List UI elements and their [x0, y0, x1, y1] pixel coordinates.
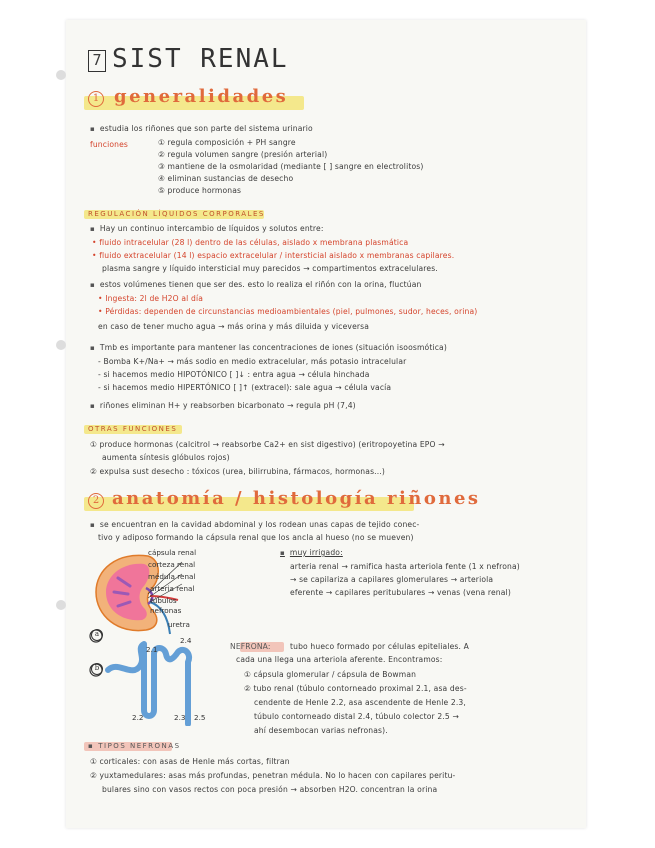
regulacion-line: ▪ Tmb es importante para mantener las concentraciones de iones (situación isoosmótica): [90, 343, 447, 352]
regulacion-line: - si hacemos medio HIPOTÓNICO [ ]↓ : entra agua → célula hinchada: [98, 370, 370, 379]
nephron-label: 2.1: [146, 645, 158, 654]
nephron-circle-a: a: [91, 629, 103, 641]
regulacion-line: - si hacemos medio HIPERTÓNICO [ ]↑ (extracel): sale agua → célula vacía: [98, 383, 392, 392]
kidney-label-medula: médula renal: [148, 572, 196, 581]
otras-line: ② expulsa sust desecho : tóxicos (urea, bilirrubina, fármacos, hormonas...): [90, 467, 385, 476]
function-item: ④ eliminan sustancias de desecho: [158, 174, 294, 183]
regulacion-line: • fluido intracelular (28 l) dentro de las células, aislado x membrana plasmática: [92, 238, 409, 247]
page-title: SIST RENAL: [112, 44, 289, 74]
section1-intro: ▪ estudia los riñones que son parte del sistema urinario: [90, 124, 313, 133]
regulacion-line: - Bomba K+/Na+ → más sodio en medio extracelular, más potasio intracelular: [98, 357, 407, 366]
kidney-label-corteza: corteza renal: [148, 560, 196, 569]
function-item: ③ mantiene de la osmolaridad (mediante [ ] sangre en electrolitos): [158, 162, 424, 171]
nefrona-line: cendente de Henle 2.2, asa ascendente de Henle 2.3,: [254, 698, 466, 707]
otras-heading: OTRAS FUNCIONES: [88, 425, 178, 433]
nephron-label: 2.2: [132, 713, 144, 722]
section2-intro: ▪ se encuentran en la cavidad abdominal y los rodean unas capas de tejido conec-: [90, 520, 419, 529]
regulacion-line: • Ingesta: 2l de H2O al día: [98, 294, 204, 303]
function-item: ② regula volumen sangre (presión arterial): [158, 150, 328, 159]
section1-title: generalidades: [114, 86, 289, 107]
regulacion-line: ▪ estos volúmenes tienen que ser des. esto lo realiza el riñón con la orina, fluctúan: [90, 280, 422, 289]
regulacion-line: en caso de tener mucho agua → más orina y más diluida y viceversa: [98, 322, 370, 331]
regulacion-line: ▪ Hay un continuo intercambio de líquidos y solutos entre:: [90, 224, 324, 233]
functions-label: funciones: [90, 140, 129, 149]
irrigado-line: arteria renal → ramifica hasta arteriola fente (1 x nefrona): [290, 562, 520, 571]
nefrona-line: tubo hueco formado por células epiteliales. A: [290, 642, 469, 651]
kidney-label-nefronas: nefronas: [150, 606, 182, 615]
nefrona-line: túbulo contorneado distal 2.4, túbulo colector 2.5 →: [254, 712, 459, 721]
tipos-line: ① corticales: con asas de Henle más cortas, filtran: [90, 757, 290, 766]
tipos-heading: ▪ TIPOS NEFRONAS: [88, 742, 181, 750]
tipos-line: bulares sino con vasos rectos con poca presión → absorben H2O. concentran la orina: [102, 785, 438, 794]
section2-intro: tivo y adiposo formando la cápsula renal que los ancla al hueso (no se mueven): [98, 533, 414, 542]
section1-number: 1: [88, 91, 104, 107]
regulacion-line: • Pérdidas: dependen de circunstancias medioambientales (piel, pulmones, sudor, heces, orina): [98, 307, 478, 316]
nefrona-label: NEFRONA:: [230, 642, 271, 651]
nefrona-line: ① cápsula glomerular / cápsula de Bowman: [244, 670, 417, 679]
regulacion-heading: REGULACIÓN LÍQUIDOS CORPORALES: [88, 210, 265, 218]
nephron-circle-b: b: [91, 663, 103, 675]
irrigado-label: ▪ muy irrigado:: [280, 548, 343, 557]
irrigado-line: → se capilariza a capilares glomerulares → arteriola: [290, 575, 494, 584]
function-item: ① regula composición + PH sangre: [158, 138, 296, 147]
binder-holes: [56, 40, 68, 820]
otras-line: aumenta síntesis glóbulos rojos): [102, 453, 230, 462]
nephron-label: 2.5: [194, 713, 206, 722]
regulacion-line: ▪ riñones eliminan H+ y reabsorben bicarbonato → regula pH (7,4): [90, 401, 356, 410]
nefrona-line: ② tubo renal (túbulo contorneado proximal 2.1, asa des-: [244, 684, 467, 693]
section2-number: 2: [88, 493, 104, 509]
nephron-label: 2.3: [174, 713, 186, 722]
regulacion-line: plasma sangre y líquido intersticial muy parecidos → compartimentos extracelulares.: [102, 264, 438, 273]
kidney-label-capsula: cápsula renal: [148, 548, 197, 557]
section2-title: anatomía / histología riñones: [112, 488, 481, 509]
nefrona-line: ahí desembocan varias nefronas).: [254, 726, 388, 735]
regulacion-line: • fluido extracelular (14 l) espacio extracelular / intersticial aislado x membranas capilares.: [92, 251, 455, 260]
kidney-label-tubulos: túbulos: [150, 596, 177, 605]
irrigado-line: eferente → capilares peritubulares → venas (vena renal): [290, 588, 511, 597]
function-item: ⑤ produce hormonas: [158, 186, 242, 195]
nephron-label: 2.4: [180, 636, 192, 645]
kidney-label-arteria: arteria renal: [150, 584, 195, 593]
nefrona-line: cada una llega una arteriola aferente. Encontramos:: [236, 655, 443, 664]
otras-line: ① produce hormonas (calcitrol → reabsorbe Ca2+ en sist digestivo) (eritropoyetina EPO →: [90, 440, 445, 449]
tipos-line: ② yuxtamedulares: asas más profundas, penetran médula. No lo hacen con capilares peritu-: [90, 771, 456, 780]
kidney-label-uretra: uretra: [168, 620, 190, 629]
page-number-box: 7: [88, 50, 106, 72]
